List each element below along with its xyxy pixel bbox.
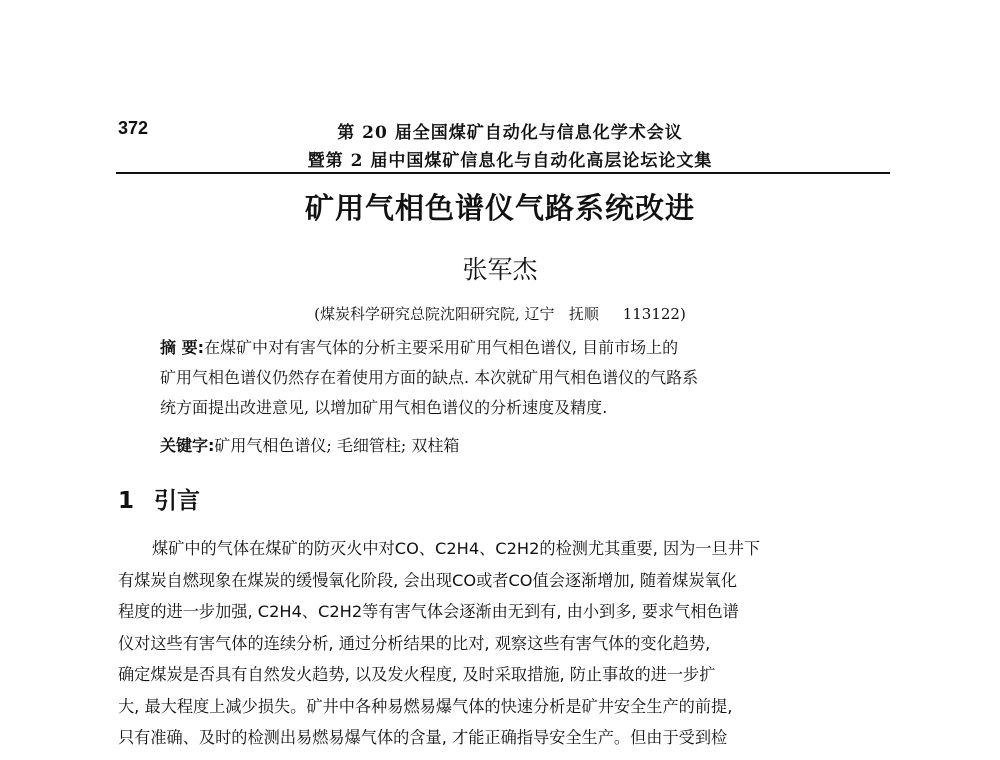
body-line: 有煤炭自燃现象在煤炭的缓慢氧化阶段, 会出现CO或者CO值会逐渐增加, 随着煤炭氧化 [118,570,738,590]
keywords [160,433,860,456]
abstract-line: 统方面提出改进意见, 以增加矿用气相色谱仪的分析速度及精度. [160,398,608,417]
body-line: 程度的进一步加强, C2H4、C2H2等有害气体会逐渐由无到有, 由小到多, 要求气相色谱 [118,602,739,621]
author-affiliation: (煤炭科学研究总院沈阳研究院, 辽宁 抚顺 113122) [314,305,686,323]
author-name: 张军杰 [462,255,538,284]
body-line: 仪对这些有害气体的连续分析, 通过分析结果的比对, 观察这些有害气体的变化趋势, [118,633,711,653]
section-heading [118,482,200,515]
page-number: 372 [118,118,149,138]
paper-title: 矿用气相色谱仪气路系统改进 [304,191,695,225]
abstract-line [160,333,860,363]
keywords-text: 矿用气相色谱仪; 毛细管柱; 双柱箱 [214,436,460,455]
body-line: 确定煤炭是否具有自然发火趋势, 以及发火程度, 及时采取措施, 防止事故的进一步扩 [118,665,716,684]
keywords-label: 关键字: [160,436,215,455]
conference-title-line-1: 第 20 届全国煤矿自动化与信息化学术会议 [337,123,683,143]
abstract-line: 矿用气相色谱仪仍然存在着使用方面的缺点. 本次就矿用气相色谱仪的气路系 [160,368,699,387]
header-rule [116,172,890,174]
body-line: 大, 最大程度上减少损失。矿井中各种易燃易爆气体的快速分析是矿井安全生产的前提, [118,696,733,716]
section-title: 引言 [154,488,201,514]
body-paragraph [118,533,888,754]
abstract-text: 在煤矿中对有害气体的分析主要采用矿用气相色谱仪, 目前市场上的 [203,338,679,357]
conference-title-line-2: 暨第 2 届中国煤矿信息化与自动化高层论坛论文集 [307,151,713,171]
abstract-label: 摘 要: [160,338,204,357]
abstract [160,333,860,423]
body-line: 煤矿中的气体在煤矿的防灭火中对CO、C2H4、C2H2的检测尤其重要, 因为一旦井下 [152,539,761,558]
section-number: 1 [118,488,135,514]
body-line: 只有准确、及时的检测出易燃易爆气体的含量, 才能正确指导安全生产。但由于受到检 [118,728,728,747]
